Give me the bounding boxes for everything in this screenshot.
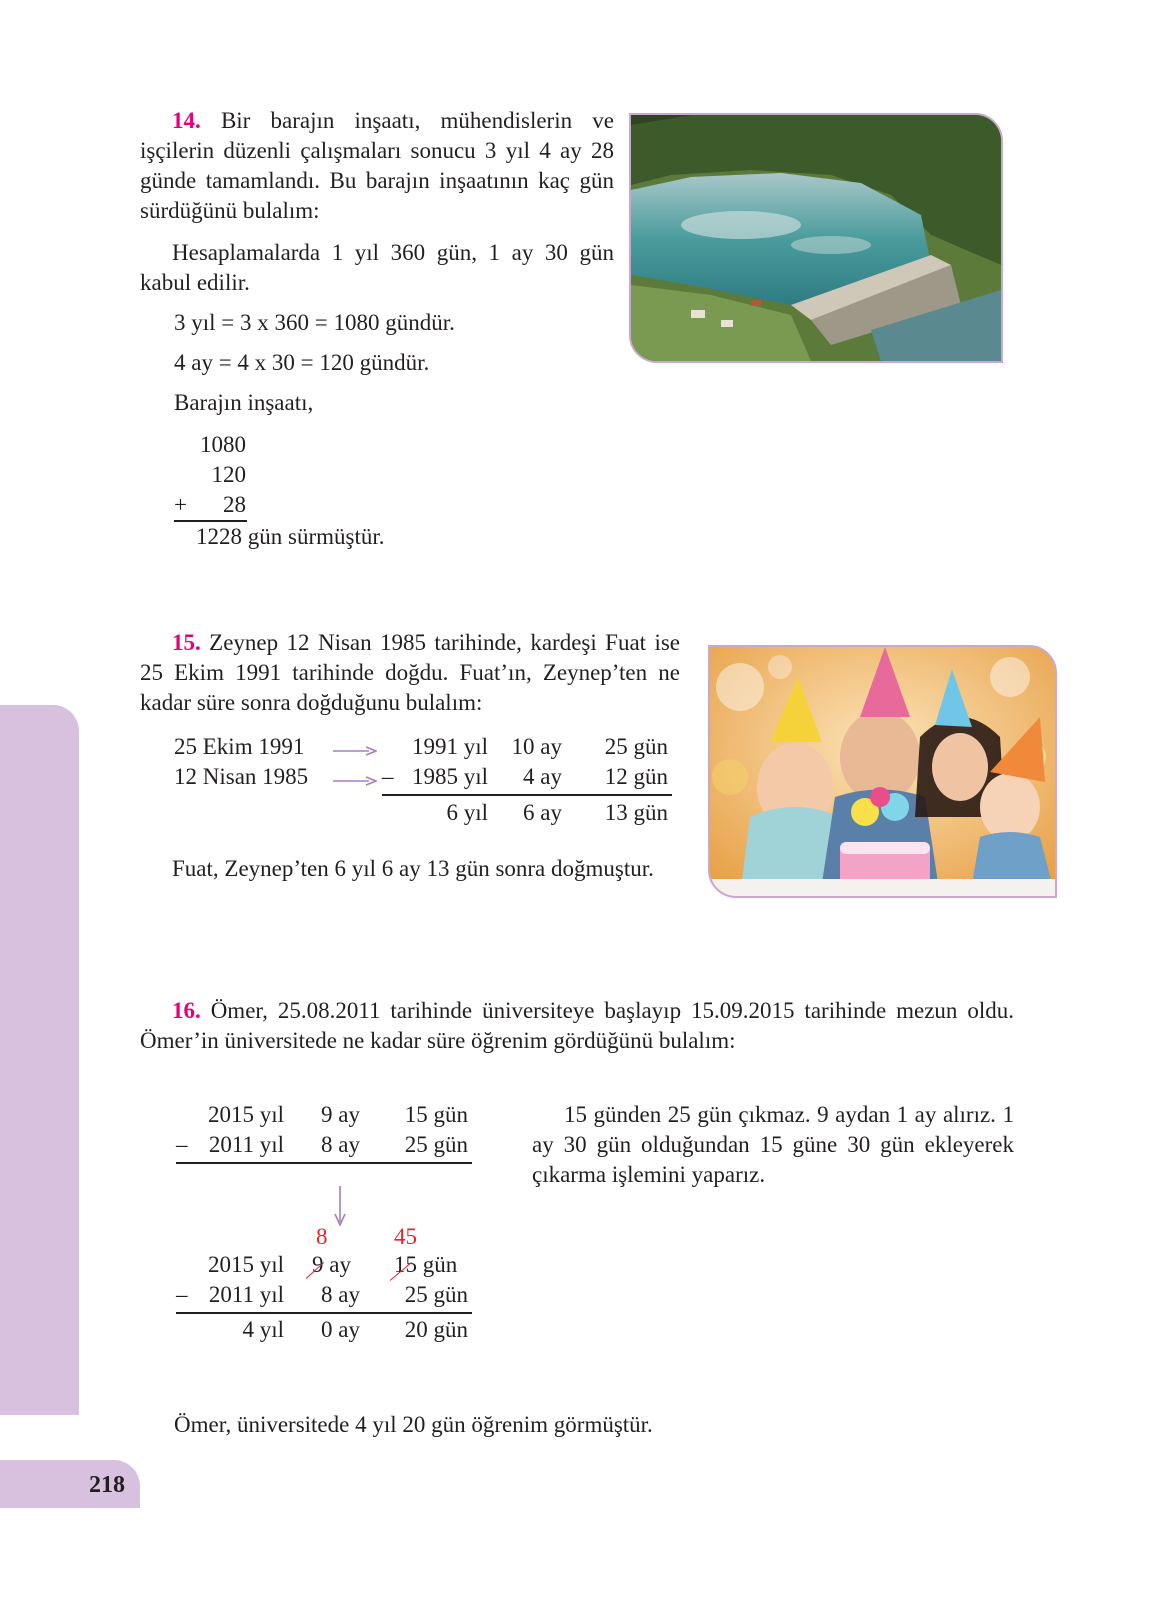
difference-line — [382, 794, 672, 796]
zeynep-year: 1985 yıl — [411, 764, 488, 789]
t2-res-year: 4 yıl — [242, 1317, 284, 1342]
t2-r2-year: 2011 yıl — [208, 1282, 284, 1307]
t1-r1-month: 9 ay — [321, 1102, 360, 1127]
date-zeynep: 12 Nisan 1985 — [174, 764, 309, 789]
t1-r2-year: 2011 yıl — [208, 1132, 284, 1157]
page-number: 218 — [89, 1472, 125, 1498]
t1-r2-day: 25 gün — [404, 1132, 468, 1157]
t1-line — [176, 1162, 472, 1164]
dam-photo — [629, 113, 1003, 363]
addend-120: 120 — [211, 462, 246, 487]
birthday-illustration — [710, 647, 1055, 896]
problem-15-conclusion: Fuat, Zeynep’ten 6 yıl 6 ay 13 gün sonra doğmuştur. — [172, 856, 654, 881]
t1-minus: – — [176, 1132, 188, 1157]
t2-r1-year: 2015 yıl — [207, 1252, 284, 1277]
fuat-day: 25 gün — [604, 734, 668, 759]
side-margin-bar — [0, 705, 79, 1415]
t2-r2-day: 25 gün — [404, 1282, 468, 1307]
addend-28: 28 — [223, 492, 246, 517]
diff-month: 6 ay — [523, 800, 562, 825]
sum-result: 1228 gün sürmüştür. — [196, 524, 385, 549]
problem-14-number: 14. — [172, 108, 201, 133]
problem-16-intro: 16. Ömer, 25.08.2011 tarihinde üniversiteye başlayıp 15.09.2015 tarihinde mezun oldu. Ömer’in üniversitede ne kadar süre öğrenim gördüğünü bulalım: — [140, 998, 1014, 1053]
t1-r1-year: 2015 yıl — [207, 1102, 284, 1127]
t2-line — [176, 1312, 472, 1314]
date-fuat: 25 Ekim 1991 — [174, 734, 305, 759]
borrow-month: 8 — [316, 1224, 328, 1249]
minus-sign: – — [382, 764, 394, 789]
birthday-photo — [708, 645, 1057, 898]
problem-15-intro: 15. Zeynep 12 Nisan 1985 tarihinde, kardeşi Fuat ise 25 Ekim 1991 tarihinde doğdu. Fuat’ın, Zeynep’ten ne kadar süre sonra doğduğunu bulalım: — [140, 630, 681, 715]
t1-r1-day: 15 gün — [404, 1102, 468, 1127]
arrow-right-icon — [333, 746, 377, 756]
fuat-month: 10 ay — [511, 734, 562, 759]
crossed-month: 9 — [312, 1252, 324, 1277]
problem-14-lead: Barajın inşaatı, — [174, 390, 314, 415]
problem-14-years-calc: 3 yıl = 3 x 360 = 1080 gündür. — [174, 310, 455, 335]
zeynep-month: 4 ay — [523, 764, 562, 789]
problem-14-intro: 14. Bir barajın inşaatı, mühendislerin ve işçilerin düzenli çalışmaları sonucu 3 yıl 4 ay 28 günde tamamlandı. Bu barajın inşaatının kaç gün sürdüğünü bulalım: — [140, 108, 614, 223]
t2-res-month: 0 ay — [321, 1317, 360, 1342]
borrow-day: 45 — [394, 1224, 417, 1249]
addend-1080: 1080 — [200, 432, 246, 457]
zeynep-day: 12 gün — [604, 764, 668, 789]
arrow-right-icon — [333, 776, 377, 786]
t2-r1-month: 9 ay — [312, 1252, 351, 1277]
t2-r2-month: 8 ay — [321, 1282, 360, 1307]
diff-day: 13 gün — [604, 800, 668, 825]
fuat-year: 1991 yıl — [411, 734, 488, 759]
t2-r1-day: 15 gün — [394, 1252, 458, 1277]
diff-year: 6 yıl — [446, 800, 488, 825]
plus-sign: + — [174, 492, 187, 517]
crossed-day: 15 — [394, 1252, 417, 1277]
problem-15-number: 15. — [172, 630, 201, 655]
problem-16-conclusion: Ömer, üniversitede 4 yıl 20 gün öğrenim görmüştür. — [174, 1412, 653, 1437]
t2-minus: – — [176, 1282, 188, 1307]
problem-16-explanation: 15 günden 25 gün çıkmaz. 9 aydan 1 ay alırız. 1 ay 30 gün olduğundan 15 güne 30 gün ekleyerek çıkarma işlemini yaparız. — [532, 1102, 1014, 1187]
arrow-down-icon — [333, 1186, 347, 1226]
problem-14-assumption: Hesaplamalarda 1 yıl 360 gün, 1 ay 30 gün kabul edilir. — [140, 240, 614, 295]
problem-14-months-calc: 4 ay = 4 x 30 = 120 gündür. — [174, 350, 430, 375]
problem-16-number: 16. — [172, 998, 201, 1023]
dam-illustration — [631, 115, 1001, 361]
t1-r2-month: 8 ay — [321, 1132, 360, 1157]
t2-res-day: 20 gün — [404, 1317, 468, 1342]
